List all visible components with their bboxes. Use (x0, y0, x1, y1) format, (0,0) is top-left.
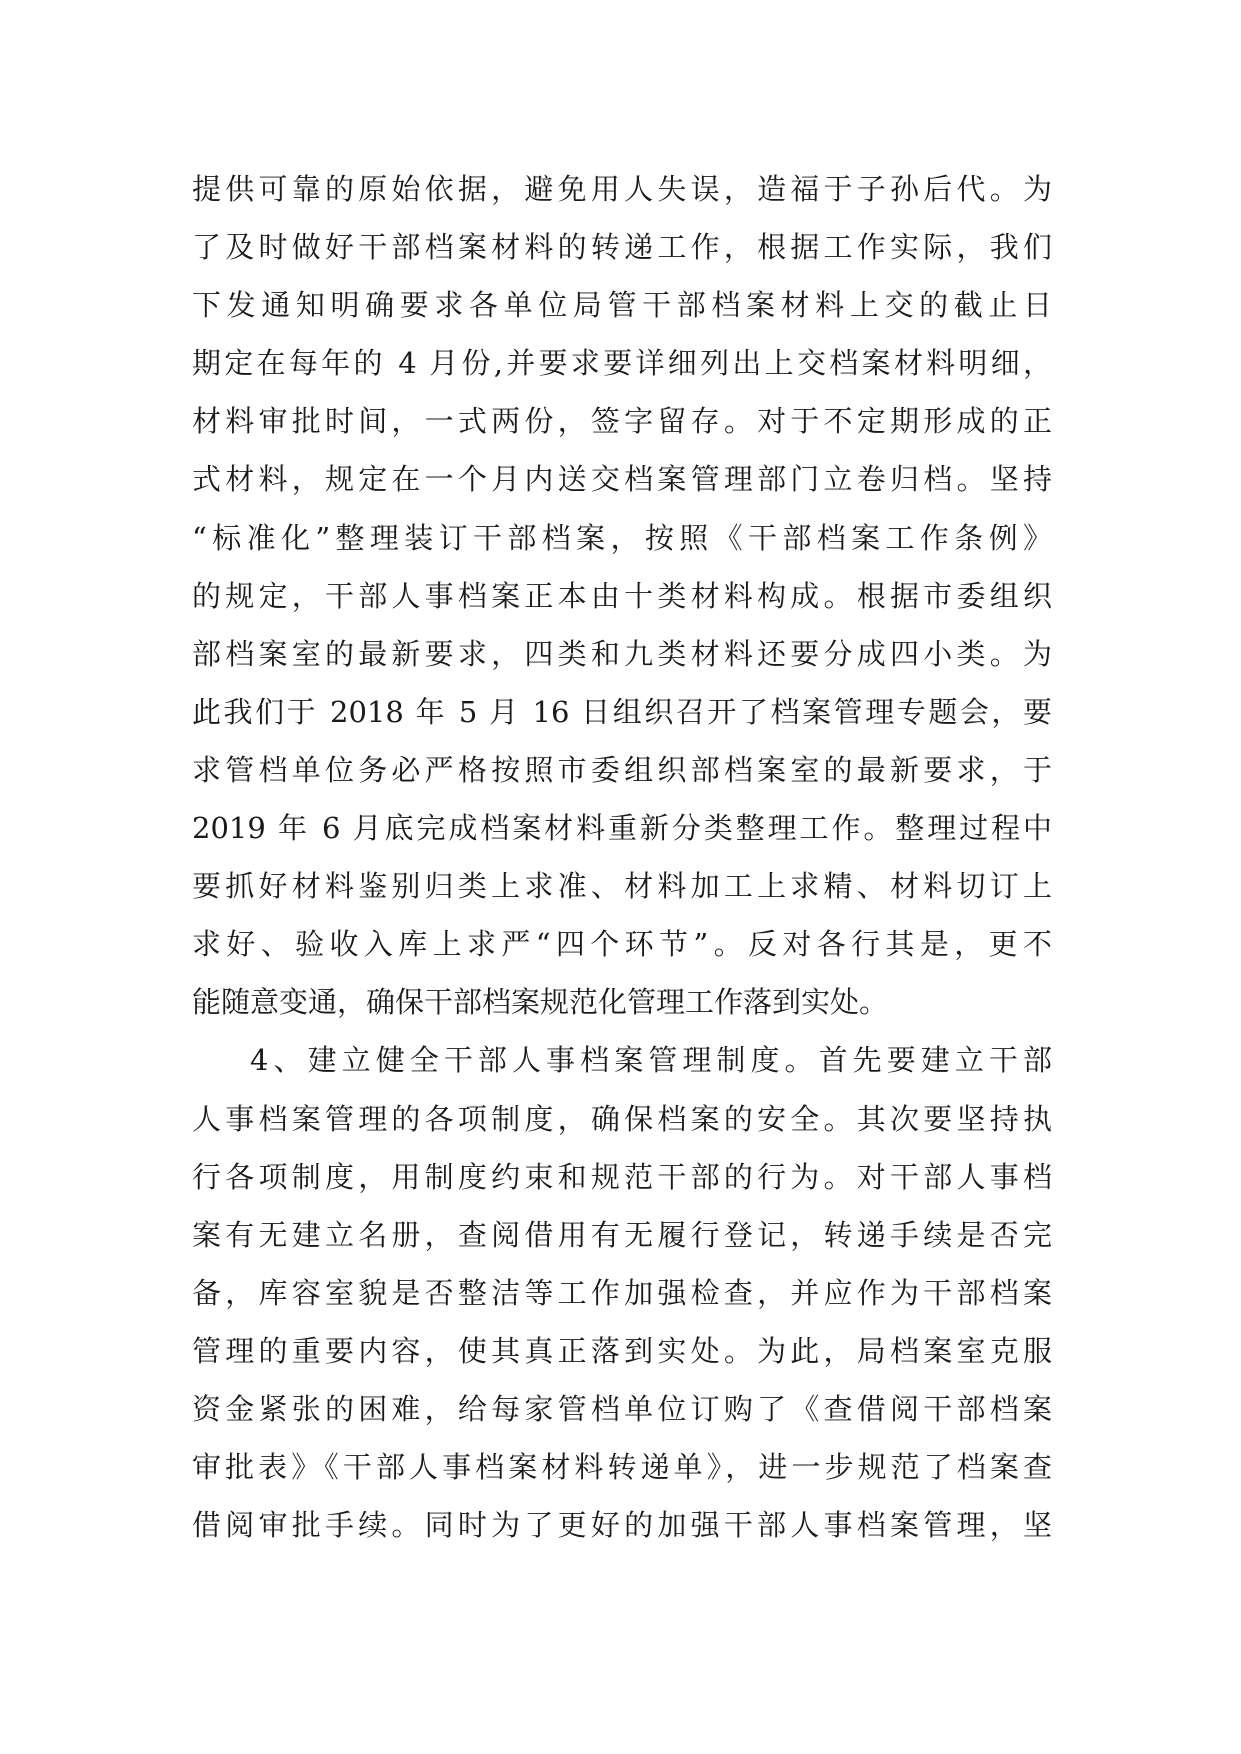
text-line: 下发通知明确要求各单位局管干部档案材料上交的截止日 (192, 288, 1052, 323)
text-line: 备，库容室貌是否整洁等工作加强检查，并应作为干部档案 (192, 1275, 1052, 1310)
text-line: 的规定，干部人事档案正本由十类材料构成。根据市委组织 (192, 578, 1052, 613)
text-line: 人事档案管理的各项制度，确保档案的安全。其次要坚持执 (192, 1101, 1052, 1136)
paragraph-1 (192, 160, 1052, 1031)
text-line: 资金紧张的困难，给每家管档单位订购了《查借阅干部档案 (192, 1391, 1052, 1426)
text-line: 部档案室的最新要求，四类和九类材料还要分成四小类。为 (192, 636, 1052, 671)
text-line: 能随意变通，确保干部档案规范化管理工作落到实处。 (192, 985, 889, 1020)
text-line: 期定在每年的 4 月份,并要求要详细列出上交档案材料明细， (192, 346, 1052, 381)
text-line: 审批表》《干部人事档案材料转递单》，进一步规范了档案查 (192, 1450, 1052, 1485)
text-line: 案有无建立名册，查阅借用有无履行登记，转递手续是否完 (192, 1217, 1052, 1252)
text-line: 式材料，规定在一个月内送交档案管理部门立卷归档。坚持 (192, 462, 1052, 497)
text-line: 4、建立健全干部人事档案管理制度。首先要建立干部 (250, 1043, 1052, 1078)
text-line: 提供可靠的原始依据，避免用人失误，造福于子孙后代。为 (192, 172, 1052, 206)
text-line: 材料审批时间，一式两份，签字留存。对于不定期形成的正 (192, 404, 1052, 439)
body-text (192, 160, 1052, 1554)
text-line: 行各项制度，用制度约束和规范干部的行为。对干部人事档 (192, 1159, 1052, 1194)
text-line: 要抓好材料鉴别归类上求准、材料加工上求精、材料切订上 (192, 869, 1052, 904)
text-line: 2019 年 6 月底完成档案材料重新分类整理工作。整理过程中 (192, 811, 1052, 846)
text-line: 了及时做好干部档案材料的转递工作，根据工作实际，我们 (192, 230, 1052, 265)
text-line: 管理的重要内容，使其真正落到实处。为此，局档案室克服 (192, 1333, 1052, 1368)
text-line: 借阅审批手续。同时为了更好的加强干部人事档案管理，坚 (192, 1508, 1052, 1543)
text-line: 此我们于 2018 年 5 月 16 日组织召开了档案管理专题会，要 (192, 694, 1052, 729)
text-line: “标准化”整理装订干部档案，按照《干部档案工作条例》 (192, 520, 1052, 555)
text-line: 求管档单位务必严格按照市委组织部档案室的最新要求，于 (192, 752, 1052, 787)
text-line: 求好、验收入库上求严“四个环节”。反对各行其是，更不 (192, 927, 1052, 962)
paragraph-2 (192, 1031, 1052, 1554)
